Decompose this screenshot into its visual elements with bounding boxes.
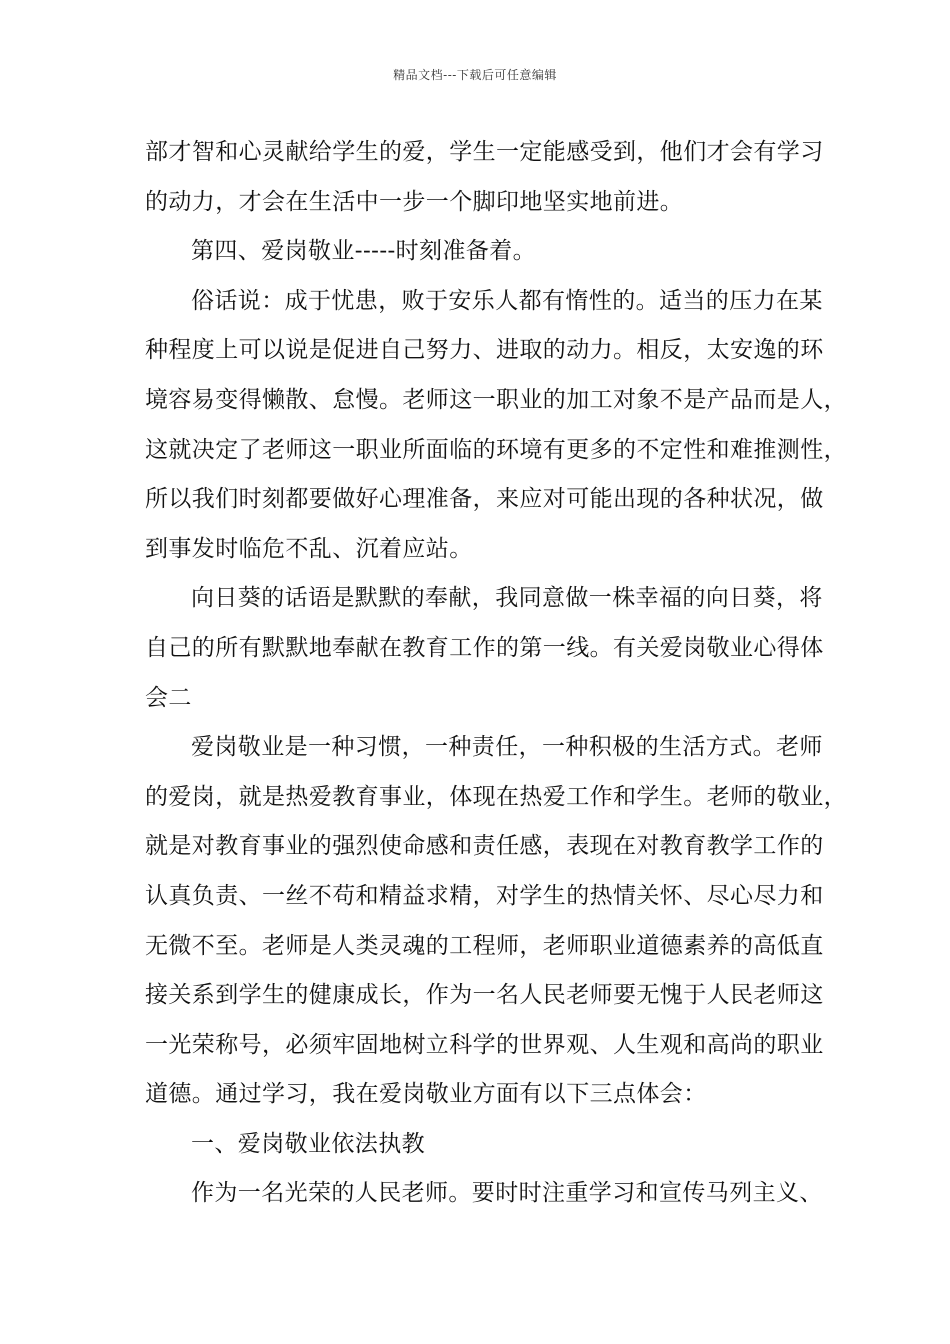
document-body — [145, 128, 847, 1219]
text-line: 认真负责、一丝不苟和精益求精，对学生的热情关怀、尽心尽力和 — [145, 882, 824, 909]
text-line: 所以我们时刻都要做好心理准备，来应对可能出现的各种状况，做 — [145, 486, 824, 513]
text-line: 会二 — [145, 684, 192, 711]
text-line: 俗话说：成于忧患，败于安乐人都有惰性的。适当的压力在某 — [191, 287, 823, 314]
text-line: 接关系到学生的健康成长，作为一名人民老师要无愧于人民老师这 — [145, 982, 824, 1009]
text-line: 第四、爱岗敬业-----时刻准备着。 — [191, 238, 537, 265]
text-line: 向日葵的话语是默默的奉献，我同意做一株幸福的向日葵，将 — [191, 585, 823, 612]
text-line: 部才智和心灵献给学生的爱，学生一定能感受到，他们才会有学习 — [145, 139, 824, 165]
text-line: 自己的所有默默地奉献在教育工作的第一线。有关爱岗敬业心得体 — [145, 634, 824, 661]
text-line: 道德。通过学习，我在爱岗敬业方面有以下三点体会： — [145, 1081, 707, 1108]
text-line: 境容易变得懒散、怠慢。老师这一职业的加工对象不是产品而是人， — [145, 386, 847, 413]
text-line: 作为一名光荣的人民老师。要时时注重学习和宣传马列主义、 — [191, 1180, 823, 1207]
text-line: 到事发时临危不乱、沉着应站。 — [145, 535, 473, 562]
text-line: 的动力，才会在生活中一步一个脚印地坚实地前进。 — [145, 188, 684, 215]
text-line: 爱岗敬业是一种习惯，一种责任，一种积极的生活方式。老师 — [191, 734, 823, 761]
text-line: 这就决定了老师这一职业所面临的环境有更多的不定性和难推测性， — [145, 436, 847, 463]
text-line: 种程度上可以说是促进自己努力、进取的动力。相反，太安逸的环 — [145, 337, 824, 364]
text-line: 无微不至。老师是人类灵魂的工程师，老师职业道德素养的高低直 — [145, 932, 824, 959]
header-note: 精品文档---下载后可任意编辑 — [393, 68, 557, 82]
text-line: 就是对教育事业的强烈使命感和责任感，表现在对教育教学工作的 — [145, 833, 824, 860]
text-line: 一、爱岗敬业依法执教 — [191, 1130, 425, 1157]
text-line: 一光荣称号，必须牢固地树立科学的世界观、人生观和高尚的职业 — [145, 1031, 824, 1058]
text-line: 的爱岗，就是热爱教育事业，体现在热爱工作和学生。老师的敬业， — [145, 783, 847, 810]
